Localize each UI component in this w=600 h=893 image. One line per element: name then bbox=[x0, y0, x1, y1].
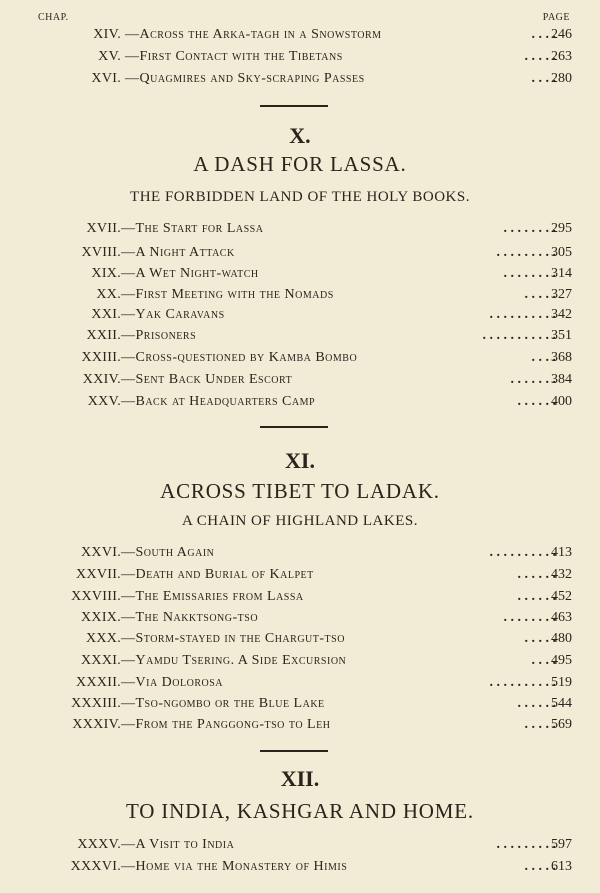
page-number: 569 bbox=[551, 717, 572, 732]
toc-entry bbox=[0, 694, 600, 714]
chapter-title: —Across the Arka-tagh in a Snowstorm bbox=[125, 27, 382, 42]
dot-leader: . . . . . . bbox=[517, 696, 556, 711]
chapter-number: XXXI. bbox=[81, 653, 121, 668]
page-number: 384 bbox=[551, 372, 572, 387]
dot-leader: . . . . . . . . . . bbox=[489, 675, 556, 690]
page-number: 246 bbox=[551, 27, 572, 42]
dot-leader: . . . . . . . . . . bbox=[489, 545, 556, 560]
chapter-title: —A Wet Night-watch bbox=[121, 266, 259, 281]
chapter-title: —Cross-questioned by Kamba Bombo bbox=[121, 350, 358, 365]
chapter-title: —Sent Back Under Escort bbox=[121, 372, 293, 387]
toc-entry bbox=[0, 47, 600, 67]
part-title: TO INDIA, KASHGAR AND HOME. bbox=[126, 799, 474, 823]
chapter-number: XXX. bbox=[85, 631, 121, 646]
chapter-title: —Tso-ngombo or the Blue Lake bbox=[121, 696, 325, 711]
dot-leader: . . . . bbox=[531, 27, 556, 42]
chapter-title: —The Start for Lassa bbox=[121, 221, 264, 236]
chapter-number: XXVII. bbox=[76, 567, 121, 582]
dot-leader: . . . . . . . . bbox=[503, 610, 556, 625]
toc-entry bbox=[0, 370, 600, 390]
dot-leader: . . . . . . . . . . . bbox=[482, 328, 556, 343]
chapter-number: XIX. bbox=[91, 266, 121, 281]
dot-leader: . . . . . bbox=[524, 631, 556, 646]
chapter-number: XX. bbox=[96, 287, 121, 302]
page-number: 400 bbox=[551, 394, 572, 409]
page-number: 368 bbox=[551, 350, 572, 365]
page-number: 544 bbox=[551, 696, 572, 711]
page-number: 613 bbox=[551, 859, 572, 874]
page-number: 413 bbox=[551, 545, 572, 560]
toc-entry bbox=[0, 587, 600, 607]
chapter-number: XXXVI. bbox=[70, 859, 121, 874]
toc-entry bbox=[0, 305, 600, 325]
part-title: A DASH FOR LASSA. bbox=[193, 152, 407, 176]
chapter-title: —A Night Attack bbox=[121, 245, 235, 260]
page-number: 342 bbox=[551, 307, 572, 322]
page-number: 327 bbox=[551, 287, 572, 302]
section-divider bbox=[260, 105, 328, 107]
page-number: 280 bbox=[551, 71, 572, 86]
page-number: 495 bbox=[551, 653, 572, 668]
part-number: X. bbox=[289, 123, 311, 148]
section-divider bbox=[260, 750, 328, 752]
chapter-title: —Quagmires and Sky-scraping Passes bbox=[125, 71, 365, 86]
chapter-title: —Via Dolorosa bbox=[121, 675, 223, 690]
part-number: XII. bbox=[280, 766, 320, 791]
chapter-number: XXII. bbox=[86, 328, 121, 343]
toc-entry bbox=[0, 69, 600, 89]
chapter-column-head: CHAP. bbox=[38, 12, 69, 23]
part-number: XI. bbox=[285, 448, 315, 473]
chapter-title: —Back at Headquarters Camp bbox=[121, 394, 316, 409]
chapter-title: —First Meeting with the Nomads bbox=[121, 287, 334, 302]
dot-leader: . . . . bbox=[531, 71, 556, 86]
chapter-number: XXXIII. bbox=[71, 696, 121, 711]
chapter-number: XXIV. bbox=[82, 372, 121, 387]
toc-entry bbox=[0, 629, 600, 649]
toc-entry bbox=[0, 326, 600, 346]
part-subtitle: A CHAIN OF HIGHLAND LAKES. bbox=[182, 513, 418, 529]
dot-leader: . . . . . . . . bbox=[503, 221, 556, 236]
chapter-title: —Death and Burial of Kalpet bbox=[121, 567, 314, 582]
chapter-number: XIV. bbox=[93, 27, 121, 42]
page-number: 305 bbox=[551, 245, 572, 260]
part-title: ACROSS TIBET TO LADAK. bbox=[160, 479, 440, 503]
page-number: 295 bbox=[551, 221, 572, 236]
dot-leader: . . . . . . bbox=[517, 567, 556, 582]
toc-entry bbox=[0, 857, 600, 877]
toc-entry bbox=[0, 264, 600, 284]
toc-entry bbox=[0, 835, 600, 855]
chapter-title: —From the Panggong-tso to Leh bbox=[121, 717, 331, 732]
dot-leader: . . . . . . bbox=[517, 589, 556, 604]
page-column-head: PAGE bbox=[542, 12, 570, 23]
chapter-number: XXI. bbox=[91, 307, 121, 322]
dot-leader: . . . . . . . . . bbox=[496, 245, 556, 260]
dot-leader: . . . . bbox=[531, 350, 556, 365]
chapter-number: XVI. bbox=[91, 71, 121, 86]
chapter-number: XXV. bbox=[87, 394, 121, 409]
chapter-number: XVII. bbox=[86, 221, 121, 236]
toc-entry bbox=[0, 715, 600, 735]
toc-entry bbox=[0, 243, 600, 263]
page-number: 263 bbox=[551, 49, 572, 64]
toc-entry bbox=[0, 608, 600, 628]
dot-leader: . . . . bbox=[531, 653, 556, 668]
chapter-title: —A Visit to India bbox=[121, 837, 235, 852]
chapter-number: XXVIII. bbox=[71, 589, 121, 604]
page-number: 480 bbox=[551, 631, 572, 646]
page-number: 519 bbox=[551, 675, 572, 690]
chapter-number: XXXIV. bbox=[72, 717, 121, 732]
chapter-title: —South Again bbox=[121, 545, 215, 560]
chapter-title: —Storm-stayed in the Chargut-tso bbox=[121, 631, 345, 646]
dot-leader: . . . . . bbox=[524, 717, 556, 732]
toc-entry bbox=[0, 285, 600, 305]
dot-leader: . . . . . bbox=[524, 49, 556, 64]
chapter-number: XXIII. bbox=[81, 350, 121, 365]
toc-entry bbox=[0, 392, 600, 412]
dot-leader: . . . . . . . bbox=[510, 372, 556, 387]
chapter-number: XXXII. bbox=[76, 675, 121, 690]
page-number: 452 bbox=[551, 589, 572, 604]
chapter-number: XVIII. bbox=[81, 245, 121, 260]
chapter-number: XV. bbox=[98, 49, 121, 64]
chapter-number: XXVI. bbox=[81, 545, 121, 560]
dot-leader: . . . . . bbox=[524, 859, 556, 874]
page-number: 597 bbox=[551, 837, 572, 852]
chapter-title: —The Emissaries from Lassa bbox=[121, 589, 304, 604]
toc-entry bbox=[0, 565, 600, 585]
chapter-number: XXXV. bbox=[77, 837, 121, 852]
page-number: 351 bbox=[551, 328, 572, 343]
toc-entry bbox=[0, 673, 600, 693]
chapter-title: —Yak Caravans bbox=[121, 307, 225, 322]
chapter-title: —The Nakktsong-tso bbox=[121, 610, 259, 625]
toc-entry bbox=[0, 348, 600, 368]
chapter-title: —Home via the Monastery of Himis bbox=[121, 859, 348, 874]
toc-entry bbox=[0, 219, 600, 239]
dot-leader: . . . . . . . . bbox=[503, 266, 556, 281]
page-number: 314 bbox=[551, 266, 572, 281]
dot-leader: . . . . . . bbox=[517, 394, 556, 409]
toc-entry bbox=[0, 543, 600, 563]
page-number: 463 bbox=[551, 610, 572, 625]
page-number: 432 bbox=[551, 567, 572, 582]
chapter-number: XXIX. bbox=[81, 610, 121, 625]
toc-entry bbox=[0, 25, 600, 45]
dot-leader: . . . . . . . . . . bbox=[489, 307, 556, 322]
chapter-title: —First Contact with the Tibetans bbox=[125, 49, 343, 64]
toc-entry bbox=[0, 651, 600, 671]
part-subtitle: THE FORBIDDEN LAND OF THE HOLY BOOKS. bbox=[130, 189, 470, 205]
chapter-title: —Prisoners bbox=[121, 328, 197, 343]
section-divider bbox=[260, 426, 328, 428]
chapter-title: —Yamdu Tsering. A Side Excursion bbox=[121, 653, 347, 668]
dot-leader: . . . . . . . . . bbox=[496, 837, 556, 852]
dot-leader: . . . . . bbox=[524, 287, 556, 302]
